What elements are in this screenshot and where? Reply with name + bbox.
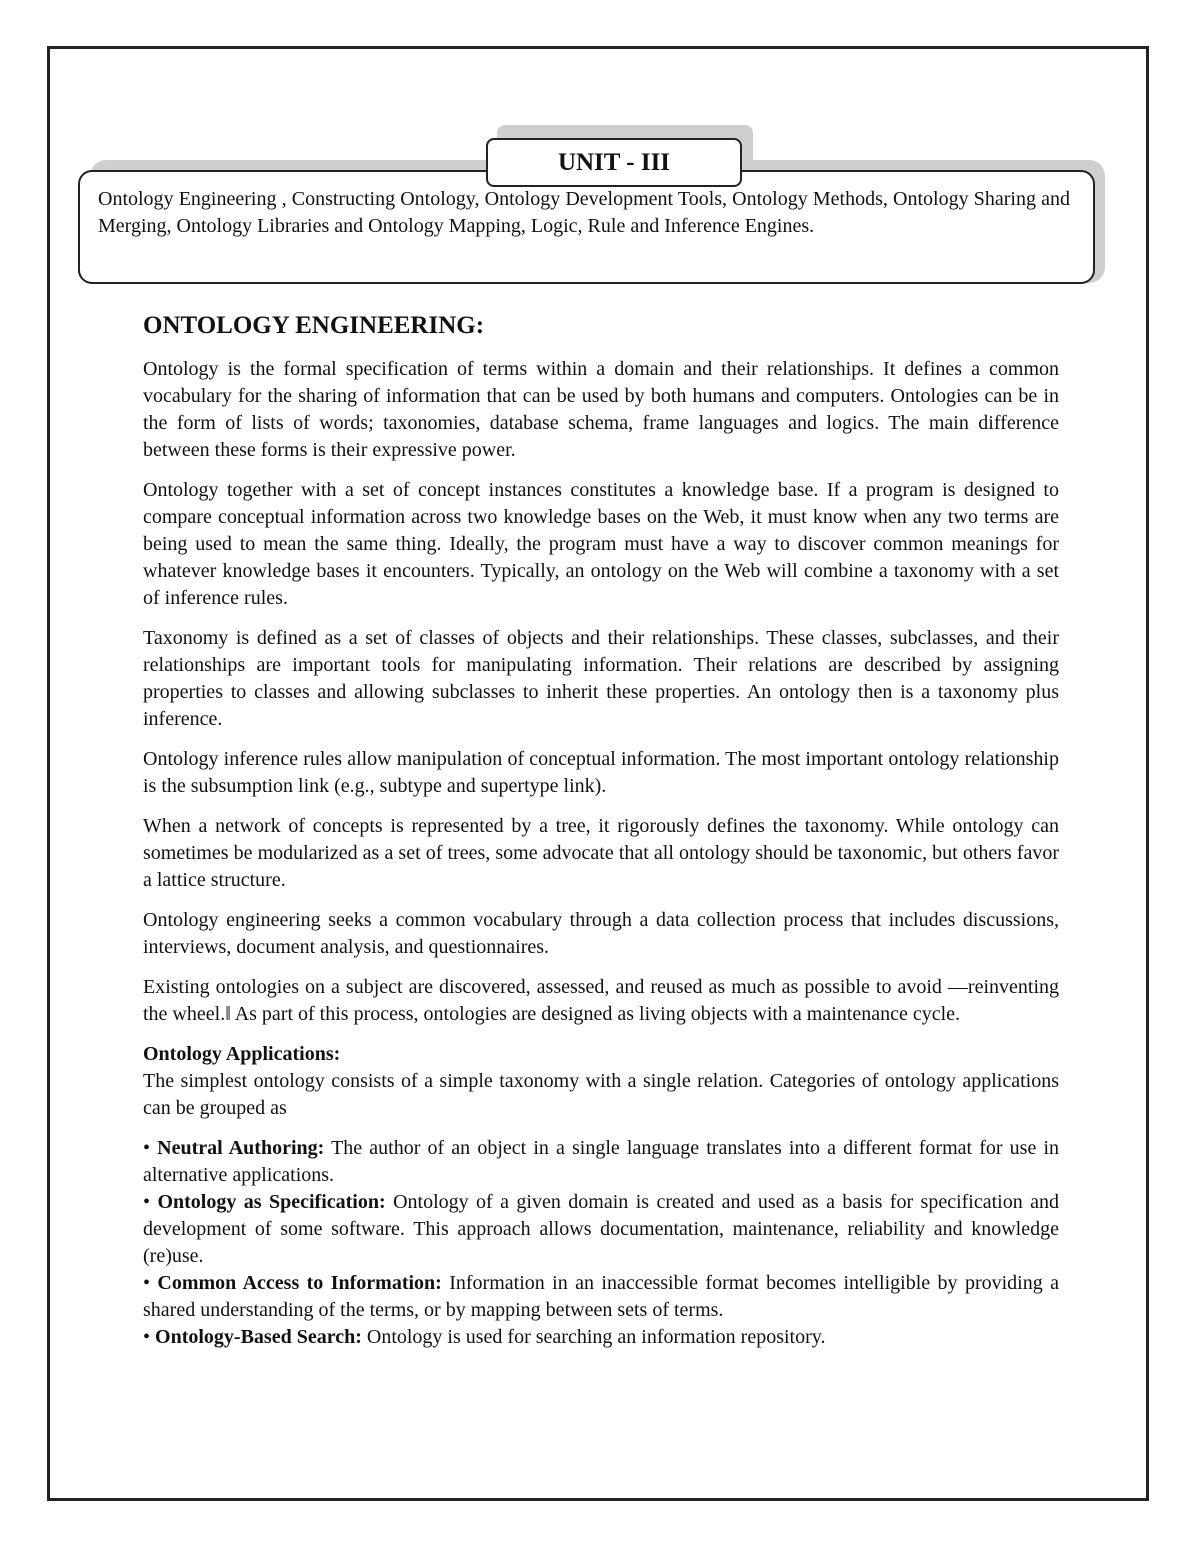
paragraph: Ontology together with a set of concept instances constitutes a knowledge base. If a program is designed to compare conceptual information across two knowledge bases on the Web, it must know when any two terms are being used to mean the same thing. Ideally, the program must have a way to discover common meanings for whatever knowledge bases it encounters. Typically, an ontology on the Web will combine a taxonomy with a set of inference rules. xyxy=(143,479,1059,609)
bullet-text: Ontology is used for searching an information repository. xyxy=(361,1326,826,1348)
bullet-icon: • xyxy=(143,1272,151,1294)
unit-topics: Ontology Engineering , Constructing Ontology, Ontology Development Tools, Ontology Methods, Ontology Sharing and Merging, Ontology Libraries and Ontology Mapping, Logic, Rule and Inference Engines. xyxy=(98,188,1070,237)
list-item xyxy=(143,1270,1059,1324)
applications-intro: The simplest ontology consists of a simple taxonomy with a single relation. Categories of ontology applications can be grouped as xyxy=(143,1070,1059,1119)
bullet-icon: • xyxy=(143,1326,151,1348)
paragraph: Existing ontologies on a subject are discovered, assessed, and reused as much as possible to avoid ―reinventing the wheel.‖ As part of this process, ontologies are designed as living objects with a maintenance cycle. xyxy=(143,976,1059,1025)
bullet-term: Neutral Authoring: xyxy=(157,1137,325,1159)
main-content xyxy=(143,310,1059,1351)
paragraph: Taxonomy is defined as a set of classes of objects and their relationships. These classes, subclasses, and their relationships are important tools for manipulating information. Their relations are described by assigning properties to classes and allowing subclasses to inherit these properties. An ontology then is a taxonomy plus inference. xyxy=(143,627,1059,730)
bullet-text: Ontology of a given domain is created and used as a basis for specification and development of some software. This approach allows documentation, maintenance, reliability and knowledge (re)use. xyxy=(143,1191,1060,1267)
bullet-text: The author of an object in a single language translates into a different format for use in alternative applications. xyxy=(143,1137,1060,1186)
bullet-icon: • xyxy=(143,1191,151,1213)
bullet-term: Ontology-Based Search: xyxy=(155,1326,362,1348)
bullet-text: Information in an inaccessible format becomes intelligible by providing a shared understanding of the terms, or by mapping between sets of terms. xyxy=(143,1272,1060,1321)
applications-heading: Ontology Applications: xyxy=(143,1043,341,1065)
section-title: ONTOLOGY ENGINEERING: xyxy=(143,312,485,339)
list-item xyxy=(143,1189,1059,1270)
list-item xyxy=(143,1135,1059,1189)
paragraph: When a network of concepts is represented by a tree, it rigorously defines the taxonomy. While ontology can sometimes be modularized as a set of trees, some advocate that all ontology should be taxonomic, but others favor a lattice structure. xyxy=(143,815,1059,891)
paragraph: Ontology engineering seeks a common vocabulary through a data collection process that includes discussions, interviews, document analysis, and questionnaires. xyxy=(143,909,1059,958)
paragraph: Ontology inference rules allow manipulation of conceptual information. The most important ontology relationship is the subsumption link (e.g., subtype and supertype link). xyxy=(143,748,1059,797)
unit-label: UNIT - III xyxy=(486,138,742,187)
bullet-icon: • xyxy=(143,1137,151,1159)
paragraph: Ontology is the formal specification of terms within a domain and their relationships. It defines a common vocabulary for the sharing of information that can be used by both humans and computers. Ontologies can be in the form of lists of words; taxonomies, database schema, frame languages and logics. The main difference between these forms is their expressive power. xyxy=(143,358,1059,461)
bullet-term: Common Access to Information: xyxy=(157,1272,442,1294)
list-item xyxy=(143,1324,1059,1351)
bullet-term: Ontology as Specification: xyxy=(157,1191,386,1213)
